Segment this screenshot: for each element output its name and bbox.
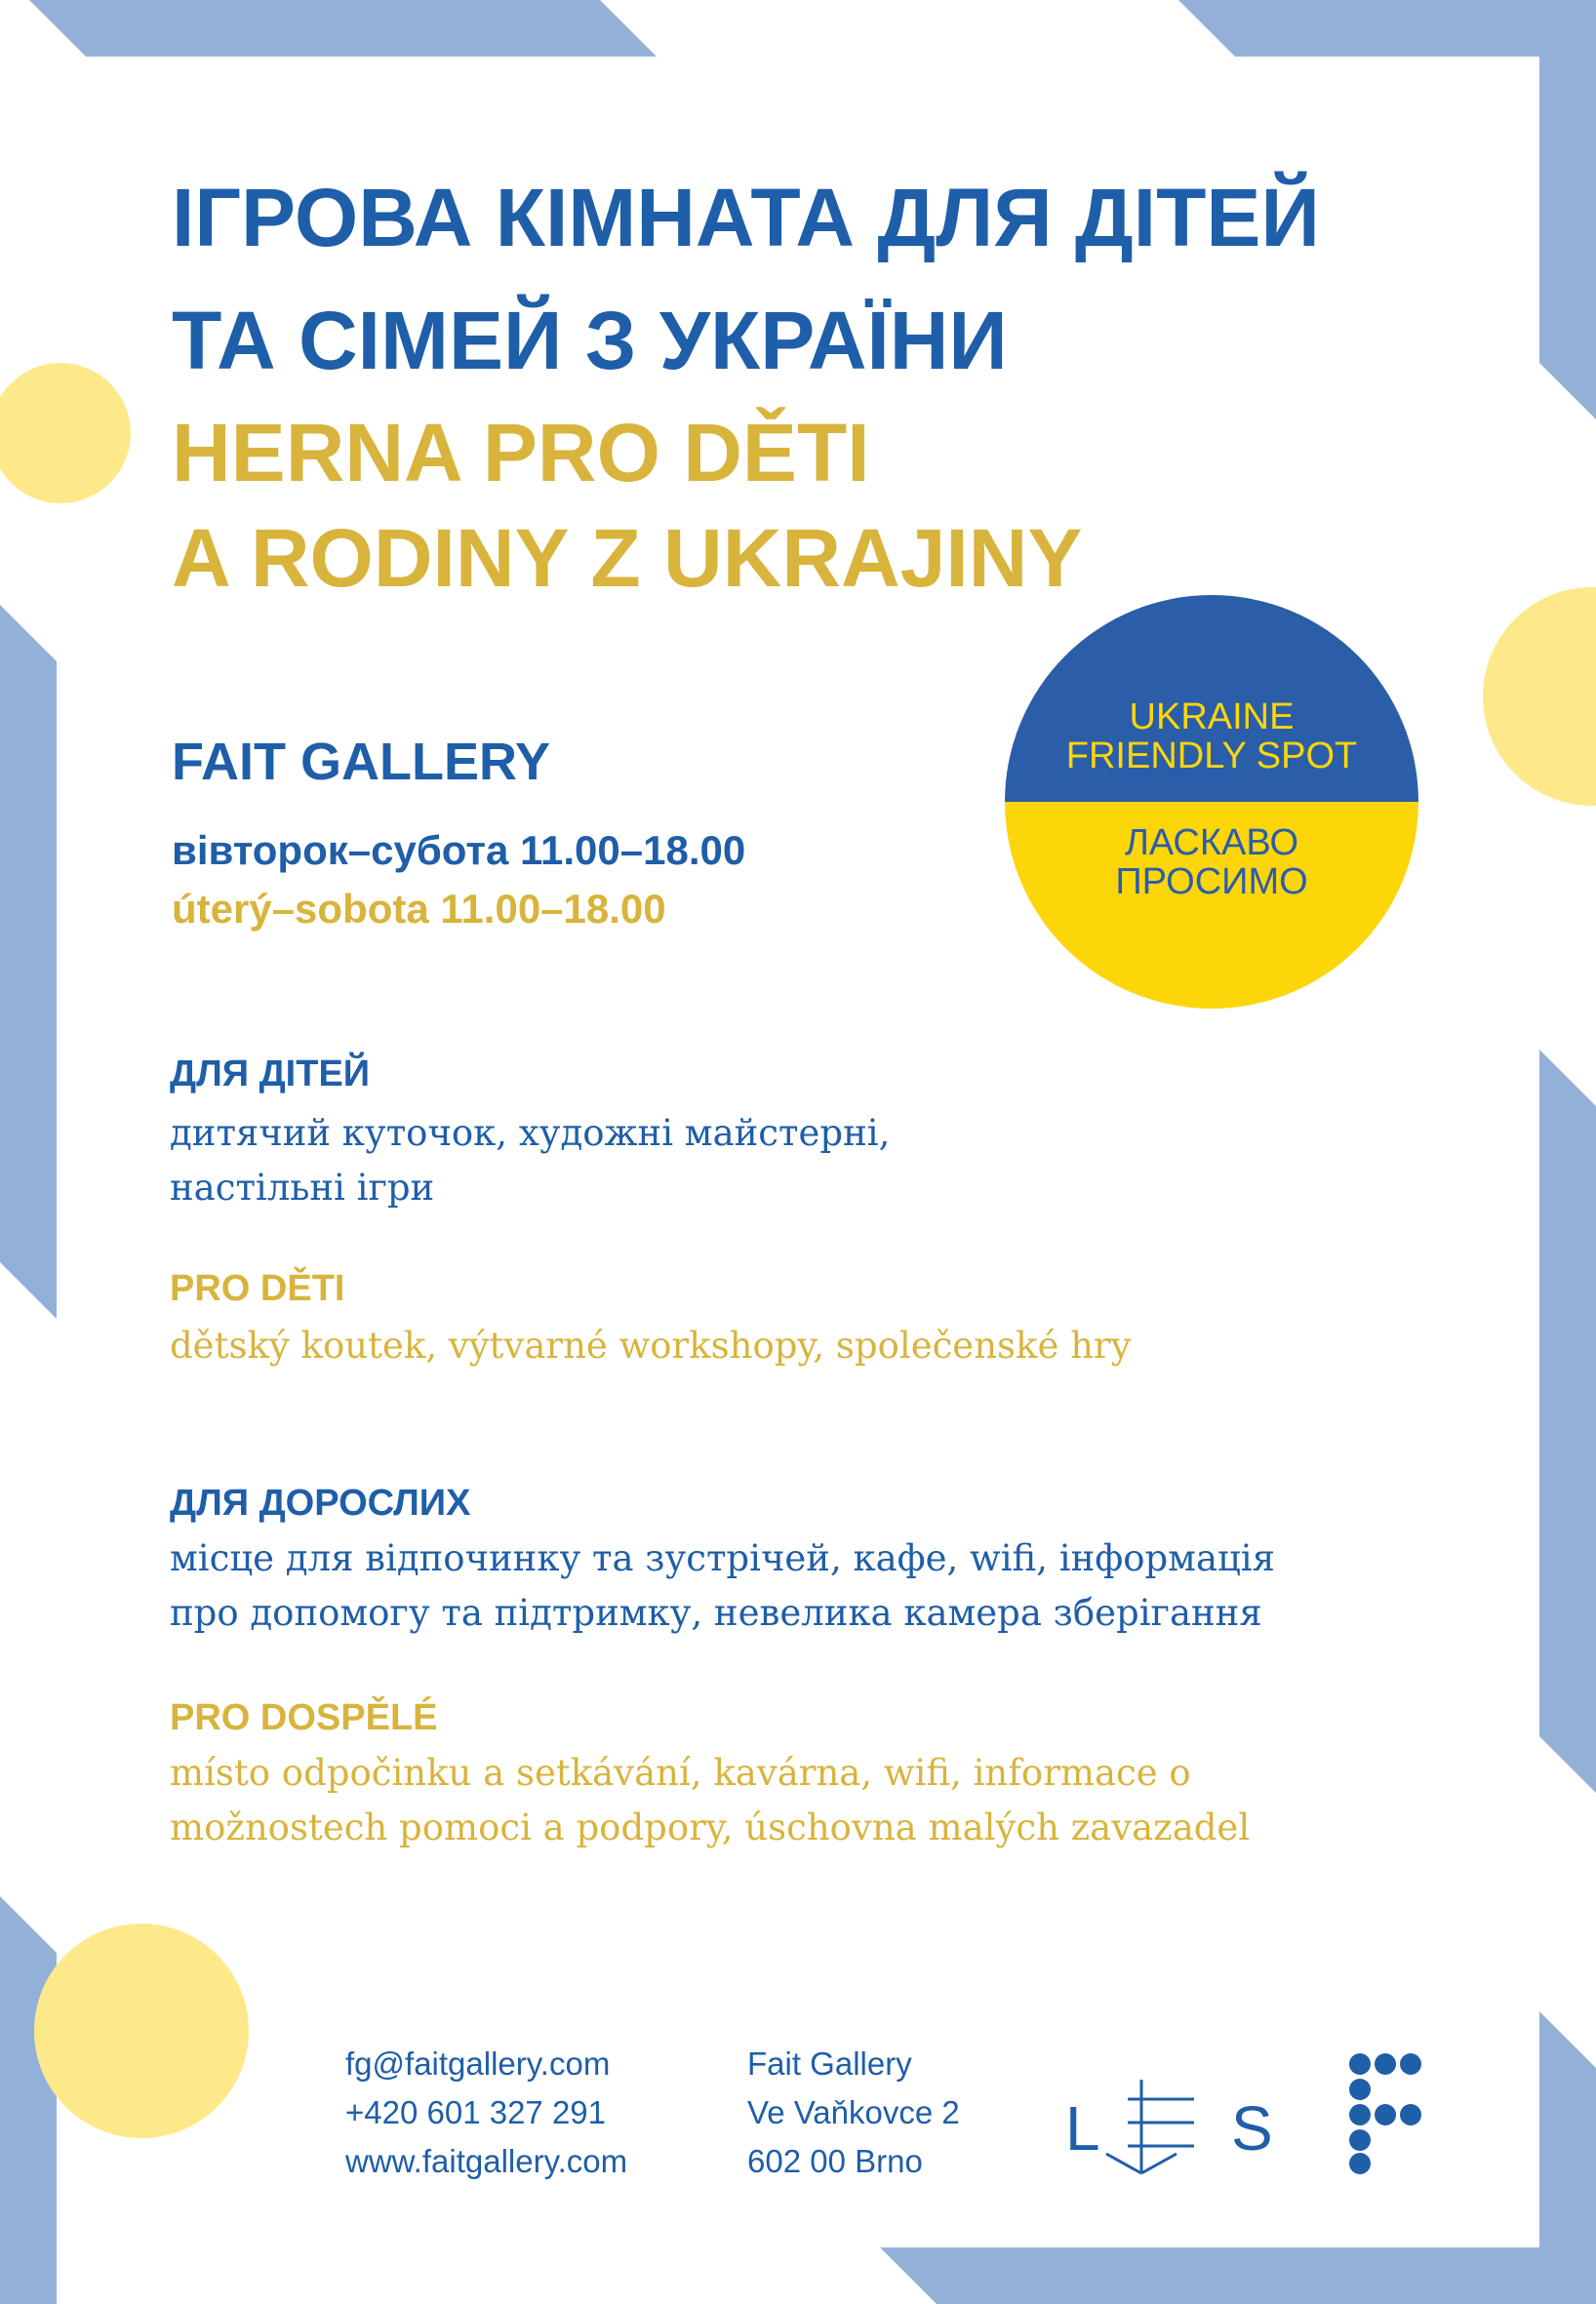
les-logo	[1065, 2072, 1280, 2181]
edge-band-right-middle	[1539, 1050, 1596, 1793]
website-link[interactable]: www.faitgallery.com	[345, 2143, 628, 2179]
title-ua-line-1: ІГРОВА КІМНАТА ДЛЯ ДІТЕЙ	[172, 172, 1320, 263]
kids-text-ua-line-1: дитячий куточок, художні майстерні,	[170, 1112, 891, 1154]
edge-band-left-lower	[0, 1896, 57, 2304]
contact-block	[345, 2040, 627, 2186]
title-cz-line-2: A RODINY Z UKRAJINY	[172, 512, 1083, 604]
email-link[interactable]: fg@faitgallery.com	[345, 2046, 611, 2082]
title-ukrainian	[172, 156, 1320, 402]
les-logo-letter-l: L	[1065, 2093, 1100, 2164]
kids-heading-cz: PRO DĚTI	[170, 1268, 345, 1309]
kids-text-ua	[170, 1106, 890, 1215]
corner-band-top-left	[29, 0, 657, 57]
badge-line-2: FRIENDLY SPOT	[1065, 735, 1358, 776]
kids-text-cz	[170, 1319, 1132, 1373]
dotted-f-icon	[1348, 2052, 1424, 2175]
adults-text-ua-line-2: про допомогу та підтримку, невелика камера зберігання	[170, 1592, 1262, 1634]
adults-text-cz-line-2: možnostech pomoci a podpory, úschovna malých zavazadel	[170, 1807, 1251, 1848]
adults-heading-ua: ДЛЯ ДОРОСЛИХ	[170, 1483, 471, 1524]
title-cz-line-1: HERNA PRO DĚTI	[172, 407, 870, 498]
title-czech	[172, 400, 1082, 611]
decor-circle-bottom-left	[34, 1924, 249, 2138]
les-logo-letter-e: E	[1207, 2150, 1208, 2151]
ukraine-friendly-badge	[1005, 595, 1418, 1009]
edge-band-left-upper	[0, 605, 57, 1319]
adults-text-ua	[170, 1531, 1275, 1641]
decor-circle-left	[0, 363, 131, 503]
kids-text-cz-line-1: dětský koutek, výtvarné workshopy, společenské hry	[170, 1325, 1132, 1367]
address-city: 602 00 Brno	[747, 2143, 923, 2179]
opening-hours-ua: вівторок–субота 11.00–18.00	[172, 827, 746, 873]
kids-text-ua-line-2: настільні ігри	[170, 1167, 435, 1209]
phone-number[interactable]: +420 601 327 291	[345, 2094, 607, 2130]
les-logo-letter-s: S	[1231, 2093, 1273, 2164]
opening-hours-cz: úterý–sobota 11.00–18.00	[172, 886, 666, 932]
decor-circle-right	[1483, 587, 1596, 806]
address-name: Fait Gallery	[747, 2046, 912, 2082]
adults-text-cz-line-1: místo odpočinku a setkávání, kavárna, wifi, informace o	[170, 1752, 1191, 1794]
venue-name: FAIT GALLERY	[172, 733, 550, 791]
title-ua-line-2: ТА СІМЕЙ З УКРАЇНИ	[172, 295, 1008, 386]
address-block	[747, 2040, 960, 2186]
address-street: Ve Vaňkovce 2	[747, 2094, 960, 2130]
badge-line-1: UKRAINE	[1129, 696, 1295, 737]
badge-line-4: ПРОСИМО	[1115, 861, 1308, 902]
badge-line-3: ЛАСКАВО	[1124, 822, 1298, 863]
kids-heading-ua: ДЛЯ ДІТЕЙ	[170, 1053, 371, 1094]
adults-text-cz	[170, 1746, 1250, 1855]
adults-heading-cz: PRO DOSPĚLÉ	[170, 1697, 438, 1738]
adults-text-ua-line-1: місце для відпочинку та зустрічей, кафе, wifi, інформація	[170, 1537, 1275, 1579]
